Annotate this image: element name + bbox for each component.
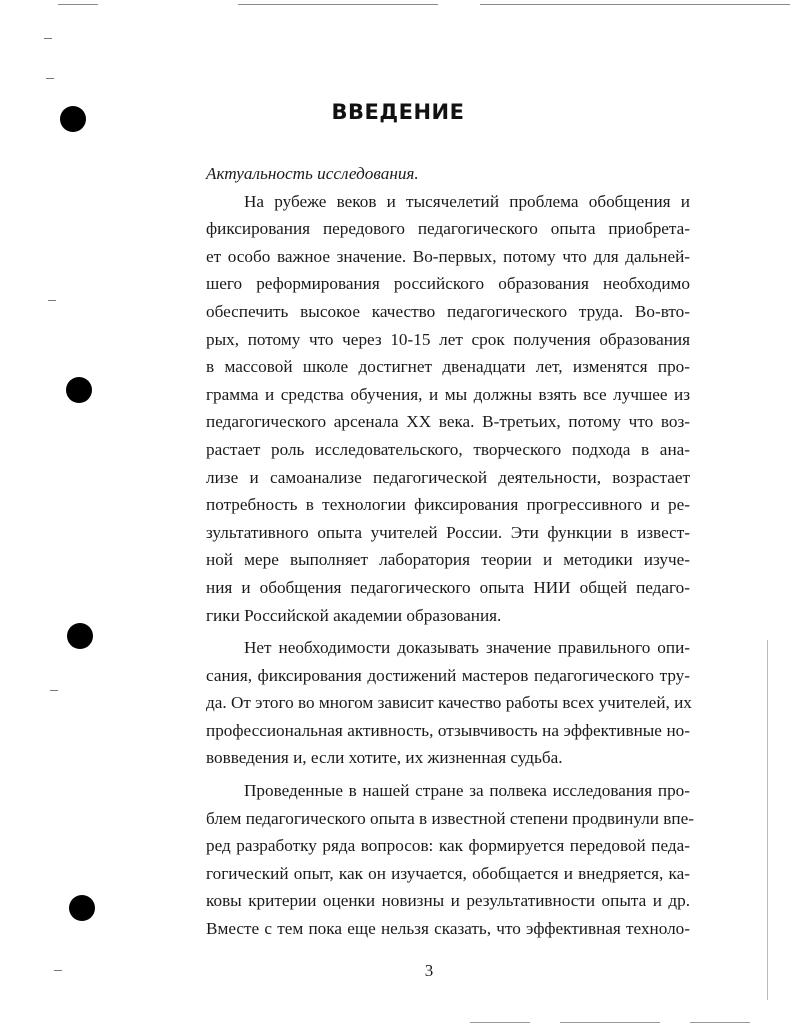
page-number: 3 (424, 961, 434, 980)
text-line: На рубеже веков и тысячелетий проблема обобщения и (244, 191, 690, 211)
text-line: растает роль исследовательского, творческого подхода в ана- (206, 439, 690, 459)
text-line: ред разработку ряда вопросов: как формируется передовой педа- (206, 836, 690, 856)
binder-hole (67, 623, 93, 649)
text-line: обеспечить высокое качество педагогического труда. Во-вто- (206, 301, 690, 321)
text-line: ной мере выполняет лаборатория теории и методики изуче- (206, 550, 690, 570)
text-line: ния и обобщения педагогического опыта НИИ общей педаго- (206, 577, 690, 597)
text-line: Вместе с тем пока еще нельзя сказать, что эффективная техноло- (206, 919, 690, 939)
scan-artifact-tick (46, 78, 54, 79)
binder-hole (69, 895, 95, 921)
scan-artifact-bottom-rule (690, 1022, 750, 1023)
text-line: ет особо важное значение. Во-первых, потому что для дальней- (206, 246, 690, 266)
text-line: Нет необходимости доказывать значение правильного опи- (244, 638, 690, 658)
text-line: сания, фиксирования достижений мастеров педагогического тру- (206, 665, 690, 685)
paragraph-1 (168, 188, 690, 630)
text-line: рых, потому что через 10-15 лет срок получения образования (206, 329, 690, 349)
scan-artifact-tick (48, 300, 56, 301)
text-line: грамма и средства обучения, и мы должны взять все лучшее из (206, 384, 690, 404)
binder-hole (66, 377, 92, 403)
paragraph-3 (168, 777, 694, 943)
text-line: шего реформирования российского образования необходимо (206, 274, 690, 294)
text-line: гики Российской академии образования. (206, 605, 502, 625)
paragraph-2 (168, 634, 690, 772)
text-line: Проведенные в нашей стране за полвека исследования про- (244, 781, 690, 801)
scan-artifact-right-edge (767, 640, 768, 1000)
body-text (168, 160, 694, 943)
text-line: потребность в технологии фиксирования прогрессивного и ре- (206, 495, 690, 515)
text-line: вовведения и, если хотите, их жизненная судьба. (206, 748, 563, 768)
text-line: да. От этого во многом зависит качество работы всех учителей, их (206, 693, 692, 713)
text-line: гогический опыт, как он изучается, обобщается и внедряется, ка- (206, 863, 690, 883)
text-line: педагогического арсенала XX века. В-третьих, потому что воз- (206, 412, 690, 432)
scan-artifact-top-rule (58, 4, 98, 5)
page-title: ВВЕДЕНИЕ (331, 100, 465, 124)
text-line: в массовой школе достигнет двенадцати лет, изменятся про- (206, 357, 690, 377)
scan-artifact-tick (50, 690, 58, 691)
text-line: блем педагогического опыта в известной степени продвинули впе- (206, 808, 694, 828)
section-subheading: Актуальность исследования. (206, 164, 419, 183)
text-line: лизе и самоанализе педагогической деятельности, возрастает (206, 467, 690, 487)
scan-artifact-bottom-rule (470, 1022, 530, 1023)
scan-artifact-top-rule (480, 4, 790, 5)
text-line: ковы критерии оценки новизны и результативности опыта и др. (206, 891, 690, 911)
text-line: зультативного опыта учителей России. Эти функции в извест- (206, 522, 690, 542)
text-line: профессиональная активность, отзывчивость на эффективные но- (206, 720, 690, 740)
scan-artifact-bottom-rule (560, 1022, 660, 1023)
text-line: фиксирования передового педагогического опыта приобрета- (206, 219, 690, 239)
scan-artifact-tick (44, 38, 52, 39)
scan-artifact-top-rule (238, 4, 438, 5)
